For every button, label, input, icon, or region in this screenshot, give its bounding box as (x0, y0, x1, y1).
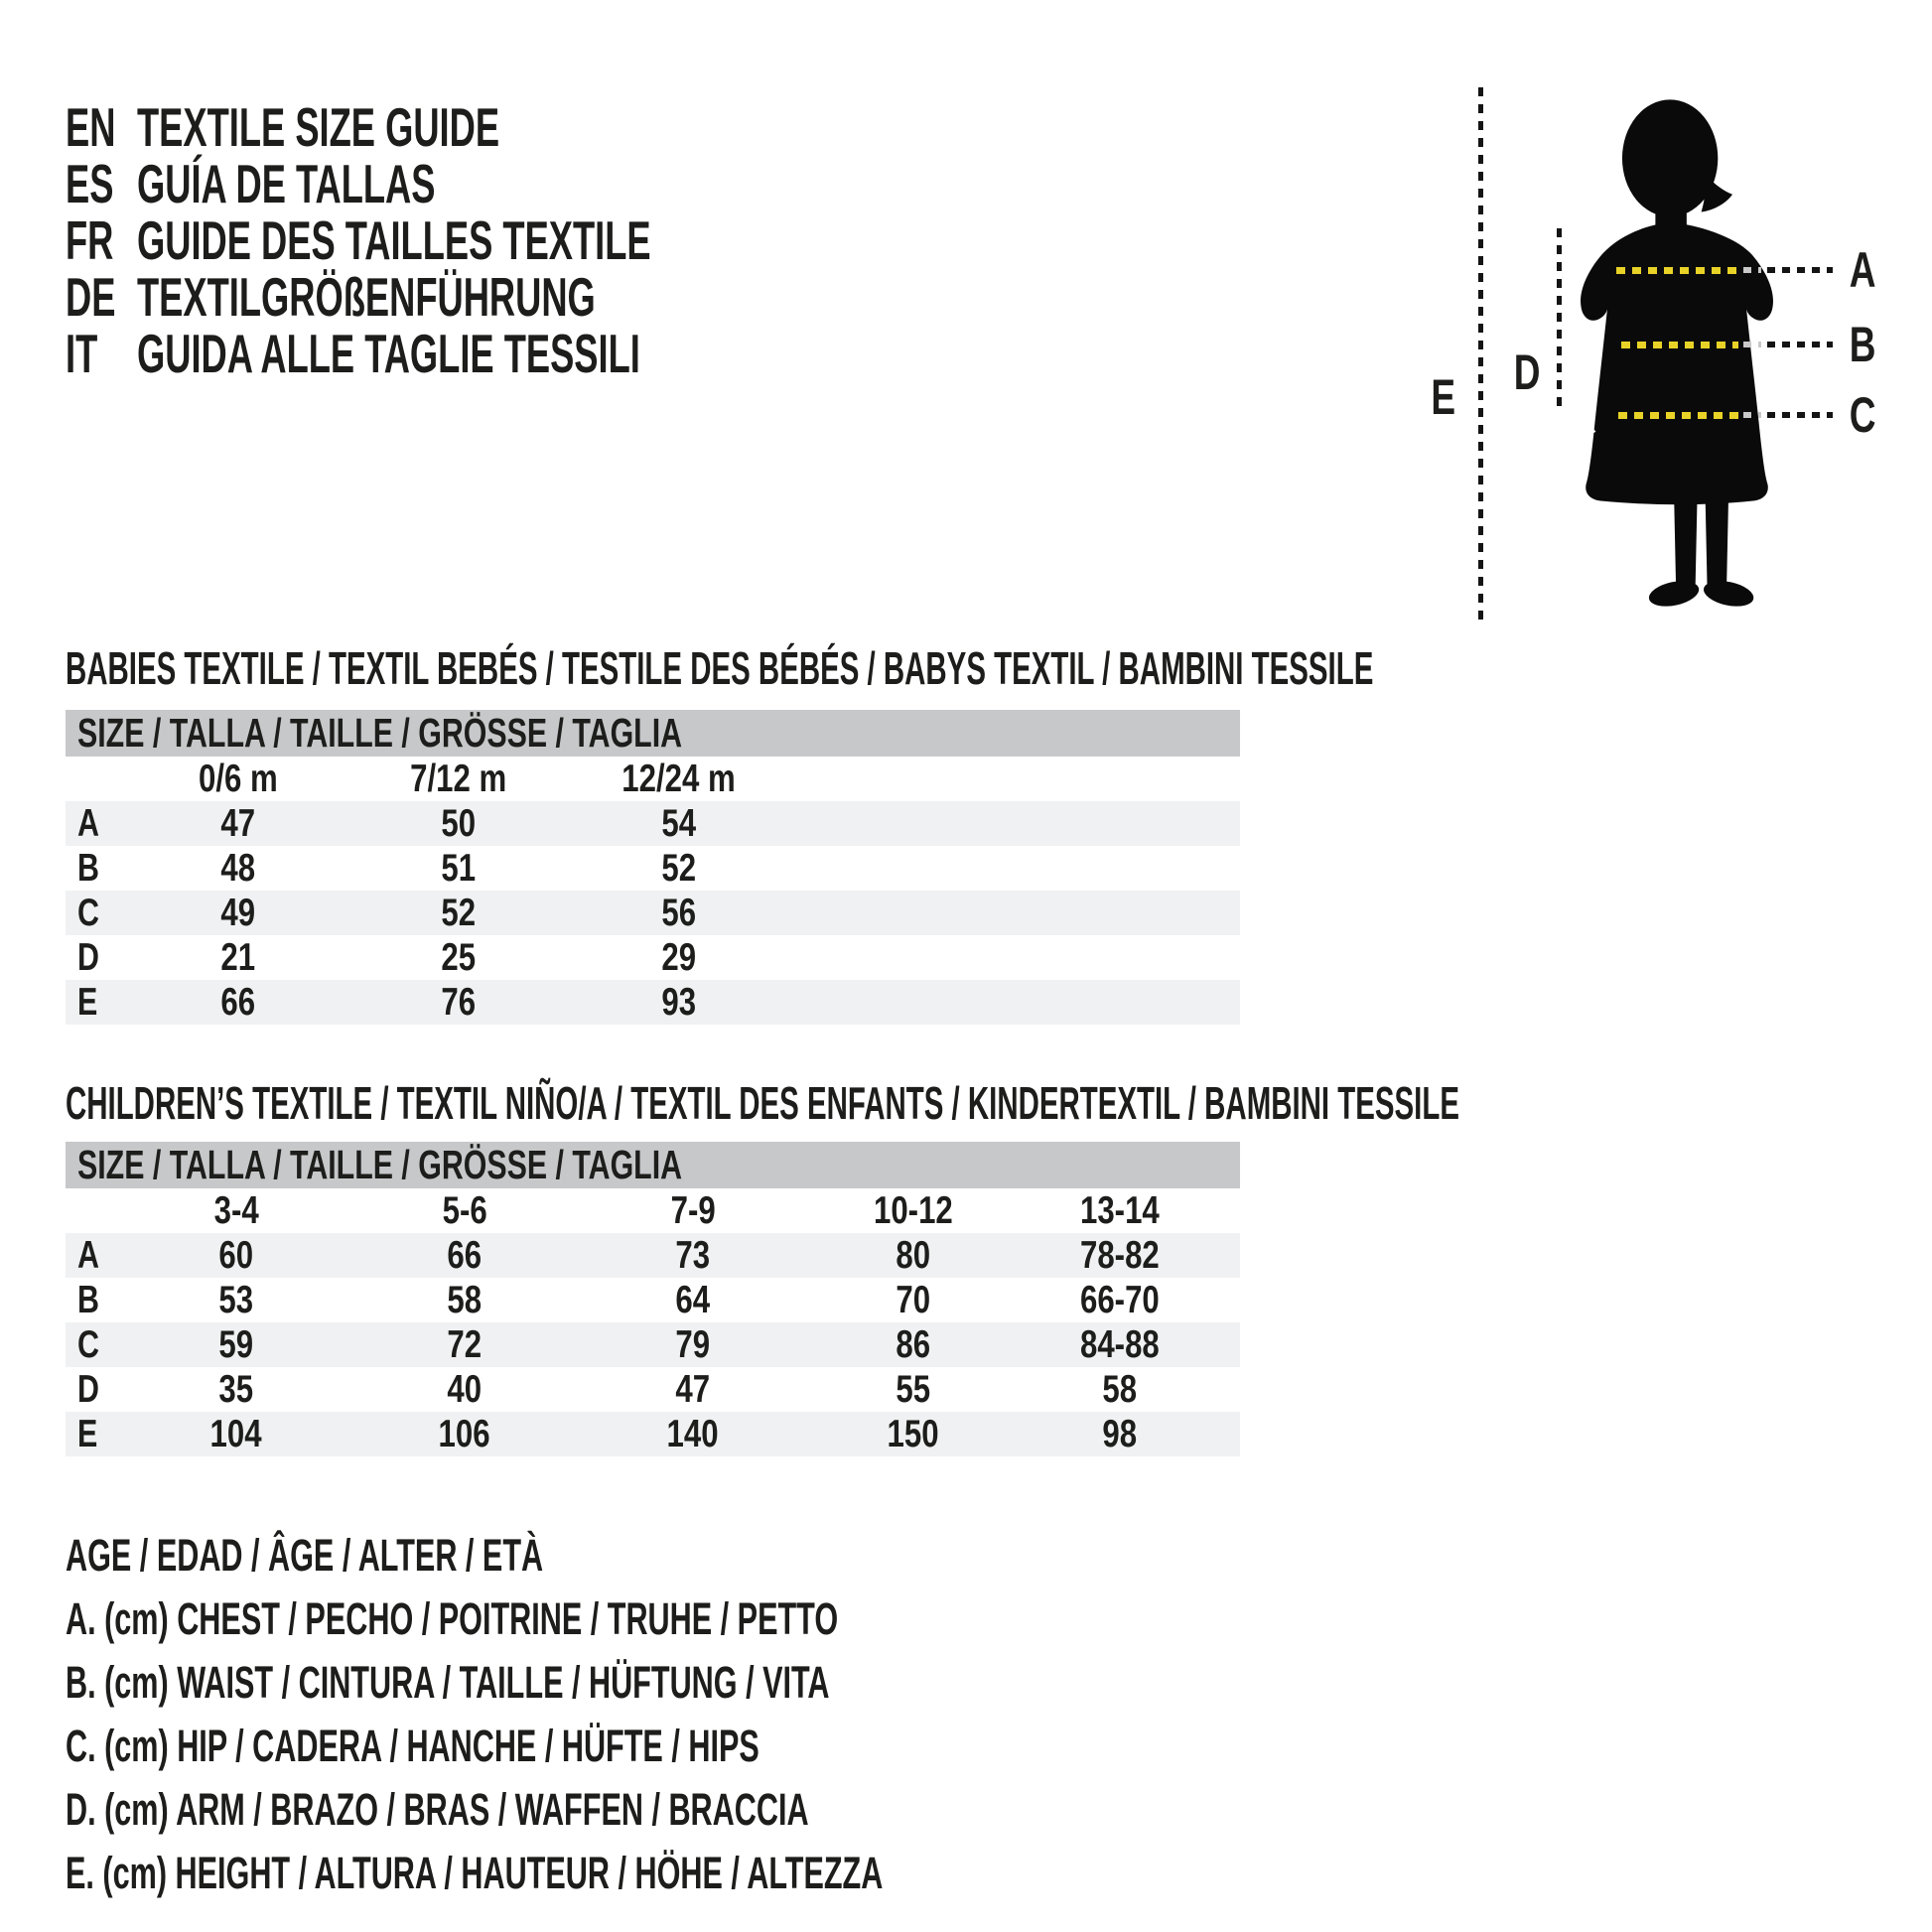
chest-measure-line-a-dark (1767, 267, 1833, 273)
language-title: TEXTILE SIZE GUIDE (137, 96, 500, 158)
cell-value: 47 (675, 1368, 711, 1411)
figure-label-a: A (1849, 242, 1876, 298)
cell-value: 66-70 (1080, 1279, 1160, 1321)
babies-section-title: BABIES TEXTILE / TEXTIL BEBÉS / TESTILE DES BÉBÉS / BABYS TEXTIL / BAMBINI TESSILE (66, 642, 1374, 694)
language-code: DE (66, 266, 116, 328)
row-label: B (77, 847, 99, 890)
table-row (66, 1278, 1240, 1322)
column-header: 13-14 (1080, 1189, 1160, 1232)
hip-measure-line-c-yellow (1618, 412, 1741, 419)
cell-value: 55 (896, 1368, 931, 1411)
cell-value: 59 (218, 1323, 254, 1366)
cell-value: 51 (441, 847, 477, 890)
waist-measure-line-b-dark (1767, 342, 1833, 347)
column-header: 3-4 (213, 1189, 259, 1232)
cell-value: 93 (661, 981, 697, 1024)
figure-label-d: D (1513, 345, 1541, 400)
cell-value: 58 (447, 1279, 483, 1321)
column-header: 7-9 (670, 1189, 716, 1232)
legend-line-age: AGE / EDAD / ÂGE / ALTER / ETÀ (66, 1530, 544, 1581)
table-row (66, 801, 1240, 846)
cell-value: 21 (220, 936, 256, 979)
cell-value: 98 (1102, 1413, 1138, 1455)
row-label: C (77, 1323, 99, 1366)
column-header: 7/12 m (410, 758, 507, 800)
cell-value: 140 (666, 1413, 720, 1455)
cell-value: 76 (441, 981, 477, 1024)
cell-value: 52 (441, 892, 477, 934)
legend-line-arm: D. (cm) ARM / BRAZO / BRAS / WAFFEN / BRACCIA (66, 1784, 809, 1835)
language-code: ES (66, 153, 114, 214)
table-row (66, 1322, 1240, 1367)
cell-value: 29 (661, 936, 697, 979)
language-title: GUIDE DES TAILLES TEXTILE (137, 209, 651, 271)
cell-value: 25 (441, 936, 477, 979)
child-silhouette-figure (1561, 87, 1795, 623)
cell-value: 66 (447, 1234, 483, 1277)
waist-measure-line-b-fade (1743, 342, 1761, 347)
legend-line-hip: C. (cm) HIP / CADERA / HANCHE / HÜFTE / HIPS (66, 1721, 759, 1771)
cell-value: 70 (896, 1279, 931, 1321)
cell-value: 84-88 (1080, 1323, 1160, 1366)
cell-value: 106 (438, 1413, 491, 1455)
figure-label-e: E (1431, 369, 1456, 425)
table-row (66, 891, 1240, 935)
cell-value: 47 (220, 802, 256, 845)
cell-value: 73 (675, 1234, 711, 1277)
cell-value: 78-82 (1080, 1234, 1160, 1277)
cell-value: 86 (896, 1323, 931, 1366)
table-row (66, 846, 1240, 891)
cell-value: 35 (218, 1368, 254, 1411)
cell-value: 53 (218, 1279, 254, 1321)
cell-value: 72 (447, 1323, 483, 1366)
table-row (66, 980, 1240, 1025)
language-code: IT (66, 323, 98, 384)
cell-value: 50 (441, 802, 477, 845)
legend-line-chest: A. (cm) CHEST / PECHO / POITRINE / TRUHE / PETTO (66, 1593, 839, 1644)
column-header: 5-6 (442, 1189, 487, 1232)
language-title: TEXTILGRÖßENFÜHRUNG (137, 266, 596, 328)
hip-measure-line-c-fade (1743, 412, 1761, 418)
cell-value: 66 (220, 981, 256, 1024)
chest-measure-line-a-fade (1743, 267, 1761, 273)
cell-value: 104 (209, 1413, 263, 1455)
cell-value: 80 (896, 1234, 931, 1277)
row-label: A (77, 1234, 99, 1277)
table-row (66, 935, 1240, 980)
babies-column-header-row (66, 757, 1240, 801)
language-code: FR (66, 209, 114, 271)
row-label: D (77, 936, 99, 979)
language-title: GUÍA DE TALLAS (137, 153, 436, 214)
table-row (66, 1412, 1240, 1456)
row-label: C (77, 892, 99, 934)
legend-line-waist: B. (cm) WAIST / CINTURA / TAILLE / HÜFTUNG / VITA (66, 1657, 830, 1708)
cell-value: 40 (447, 1368, 483, 1411)
children-section-title: CHILDREN’S TEXTILE / TEXTIL NIÑO/A / TEXTIL DES ENFANTS / KINDERTEXTIL / BAMBINI TESSILE (66, 1077, 1459, 1129)
cell-value: 79 (675, 1323, 711, 1366)
cell-value: 52 (661, 847, 697, 890)
cell-value: 60 (218, 1234, 254, 1277)
cell-value: 150 (887, 1413, 940, 1455)
table-row (66, 1233, 1240, 1278)
table-row (66, 1367, 1240, 1412)
row-label: E (77, 1413, 98, 1455)
figure-label-b: B (1849, 317, 1876, 372)
row-label: D (77, 1368, 99, 1411)
language-title: GUIDA ALLE TAGLIE TESSILI (137, 323, 640, 384)
legend-line-height: E. (cm) HEIGHT / ALTURA / HAUTEUR / HÖHE / ALTEZZA (66, 1848, 884, 1898)
cell-value: 64 (675, 1279, 711, 1321)
cell-value: 56 (661, 892, 697, 934)
column-header: 0/6 m (199, 758, 278, 800)
row-label: B (77, 1279, 99, 1321)
column-header: 12/24 m (621, 758, 737, 800)
children-column-header-row (66, 1188, 1240, 1233)
chest-measure-line-a-yellow (1616, 267, 1741, 274)
hip-measure-line-c-dark (1767, 412, 1833, 418)
column-header: 10-12 (874, 1189, 953, 1232)
figure-label-c: C (1849, 387, 1876, 443)
language-code: EN (66, 96, 116, 158)
waist-measure-line-b-yellow (1621, 342, 1738, 348)
children-size-header-band: SIZE / TALLA / TAILLE / GRÖSSE / TAGLIA (66, 1142, 1240, 1188)
babies-size-header-band: SIZE / TALLA / TAILLE / GRÖSSE / TAGLIA (66, 710, 1240, 757)
row-label: E (77, 981, 98, 1024)
cell-value: 48 (220, 847, 256, 890)
cell-value: 54 (661, 802, 697, 845)
row-label: A (77, 802, 99, 845)
cell-value: 58 (1102, 1368, 1138, 1411)
cell-value: 49 (220, 892, 256, 934)
height-measure-line-e (1478, 87, 1483, 623)
